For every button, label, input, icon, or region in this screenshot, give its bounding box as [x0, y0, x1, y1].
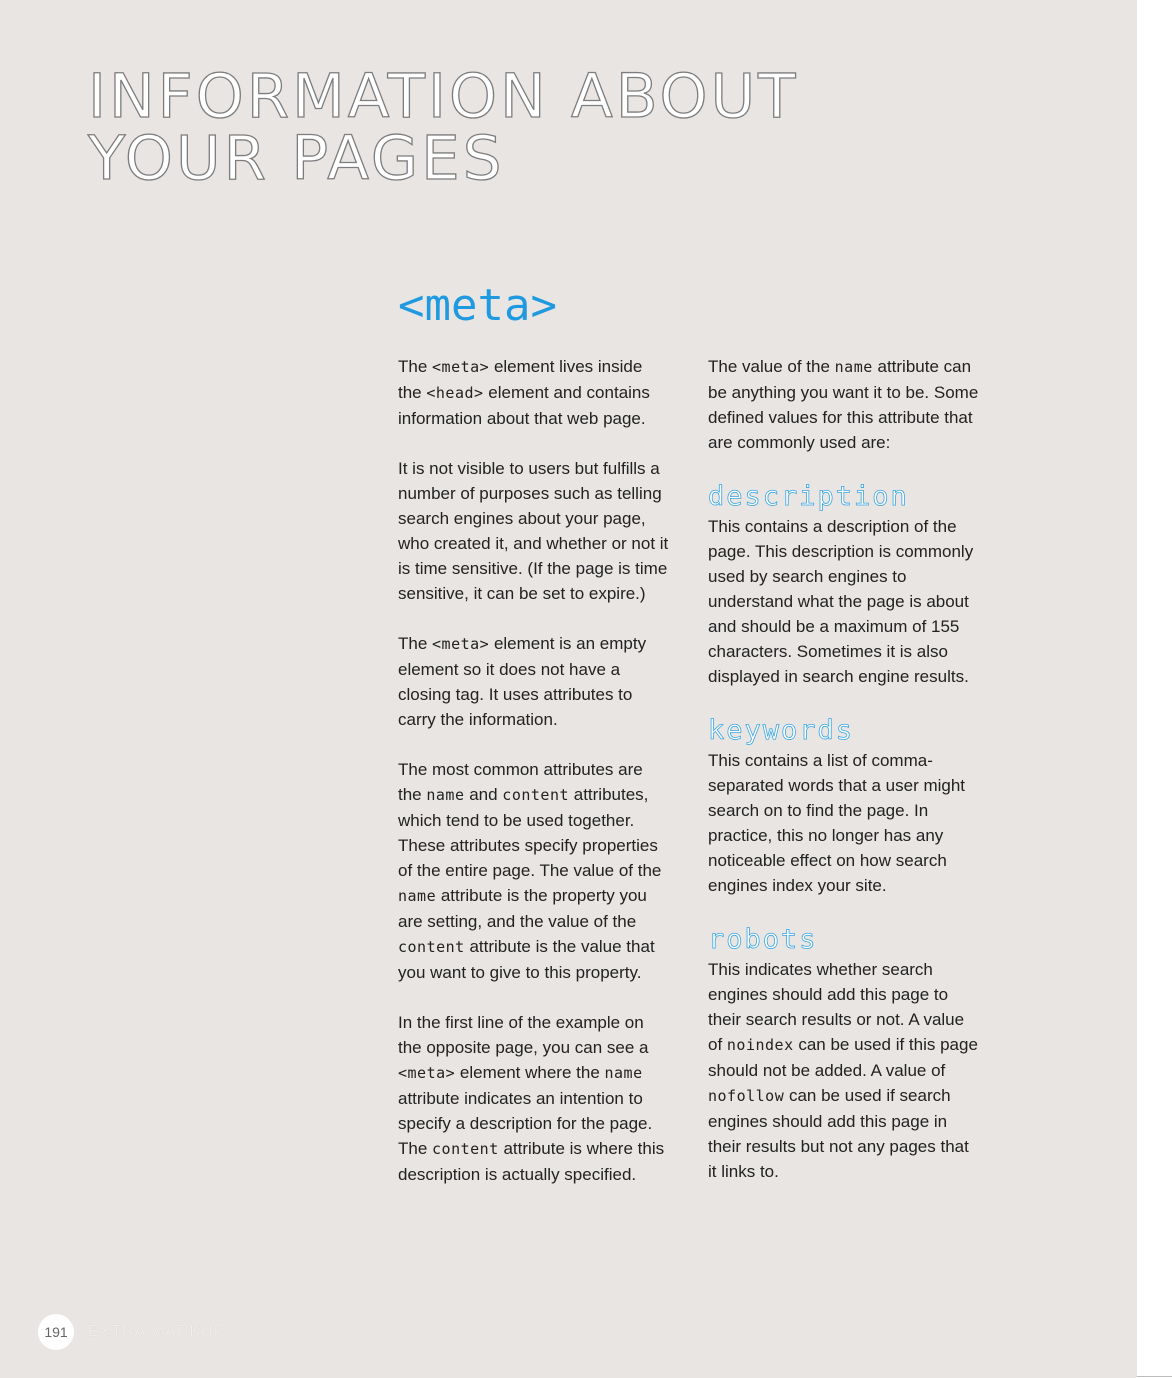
text-run: attribute is the property you are setting, and the value of the — [398, 886, 647, 931]
code-name: name — [426, 786, 465, 804]
code-meta: <meta> — [432, 635, 490, 653]
text-run: and — [464, 785, 503, 804]
page-edge-rule — [1137, 1376, 1172, 1377]
text-run: This indicates whether search engines should add this page to their search results or not. A value of — [708, 960, 965, 1054]
paragraph-meta-location — [398, 354, 670, 431]
text-run: element where the — [455, 1063, 605, 1082]
element-heading: <meta> — [398, 280, 557, 331]
term-description — [708, 480, 980, 689]
text-run: The — [398, 634, 433, 653]
paragraph-empty-element — [398, 631, 670, 732]
text-run: attribute indicates an intention to specify a description for the page. The — [398, 1089, 653, 1158]
paragraph-purpose: It is not visible to users but fulfills a number of purposes such as telling search engines about your page, who created it, and whether or not it is time sensitive. (If the page is time sensitive, it can be set to expire.) — [398, 459, 669, 603]
term-keywords — [708, 714, 980, 898]
left-column — [398, 354, 670, 1212]
code-meta: <meta> — [398, 1064, 456, 1082]
code-name: name — [604, 1064, 643, 1082]
page-title-line-2: YOUR PAGES — [88, 123, 505, 194]
text-run: element is an empty element so it does not have a closing tag. It uses attributes to carry the information. — [398, 634, 647, 729]
text-run: attribute can be anything you want it to be. Some defined values for this attribute that are commonly used are: — [708, 357, 979, 452]
right-column — [708, 354, 980, 1209]
code-content: content — [432, 1140, 499, 1158]
text-run: attribute is the value that you want to give to this property. — [398, 937, 655, 982]
text-run: element and contains information about that web page. — [398, 383, 650, 428]
page-title-line-1: INFORMATION ABOUT — [88, 61, 799, 132]
text-run: The value of the — [708, 357, 835, 376]
code-noindex: noindex — [726, 1036, 794, 1054]
page-title — [88, 61, 799, 194]
text-run: can be used if search engines should add this page in their results but not any pages that it links to. — [708, 1086, 969, 1181]
term-heading-keywords: keywords — [708, 715, 855, 746]
paragraph-common-attributes — [398, 757, 670, 985]
paragraph-name-values — [708, 354, 980, 455]
code-name: name — [398, 887, 437, 905]
code-head: <head> — [426, 384, 484, 402]
code-content: content — [398, 938, 465, 956]
text-run: In the first line of the example on the opposite page, you can see a — [398, 1013, 649, 1057]
term-heading-robots: robots — [708, 924, 818, 955]
page-number-badge: 191 — [38, 1314, 74, 1350]
code-meta: <meta> — [432, 358, 490, 376]
term-text-robots — [708, 957, 980, 1184]
text-run: attributes, which tend to be used together. These attributes specify properties of the entire page. The value of the — [398, 785, 662, 880]
text-run: can be used if this page should not be added. A value of — [708, 1035, 978, 1080]
term-robots — [708, 923, 980, 1184]
code-name: name — [834, 358, 873, 376]
code-content: content — [502, 786, 570, 804]
text-run: The — [398, 357, 433, 376]
paragraph-example — [398, 1010, 670, 1187]
term-heading-description: description — [708, 481, 909, 512]
text-run: element lives inside the — [398, 357, 643, 402]
code-nofollow: nofollow — [708, 1087, 785, 1105]
text-run: The most common attributes are the — [398, 760, 643, 804]
section-label: EXTRA MARKUP — [88, 1323, 226, 1340]
term-text-keywords: This contains a list of comma-separated words that a user might search on to find the page. In practice, this no longer has any noticeable effect on how search engines index your site. — [708, 751, 966, 895]
term-text-description: This contains a description of the page. This description is commonly used by search engines to understand what the page is about and should be a maximum of 155 characters. Sometimes it is also displayed in search engine results. — [708, 517, 974, 686]
text-run: attribute is where this description is actually specified. — [398, 1139, 665, 1184]
